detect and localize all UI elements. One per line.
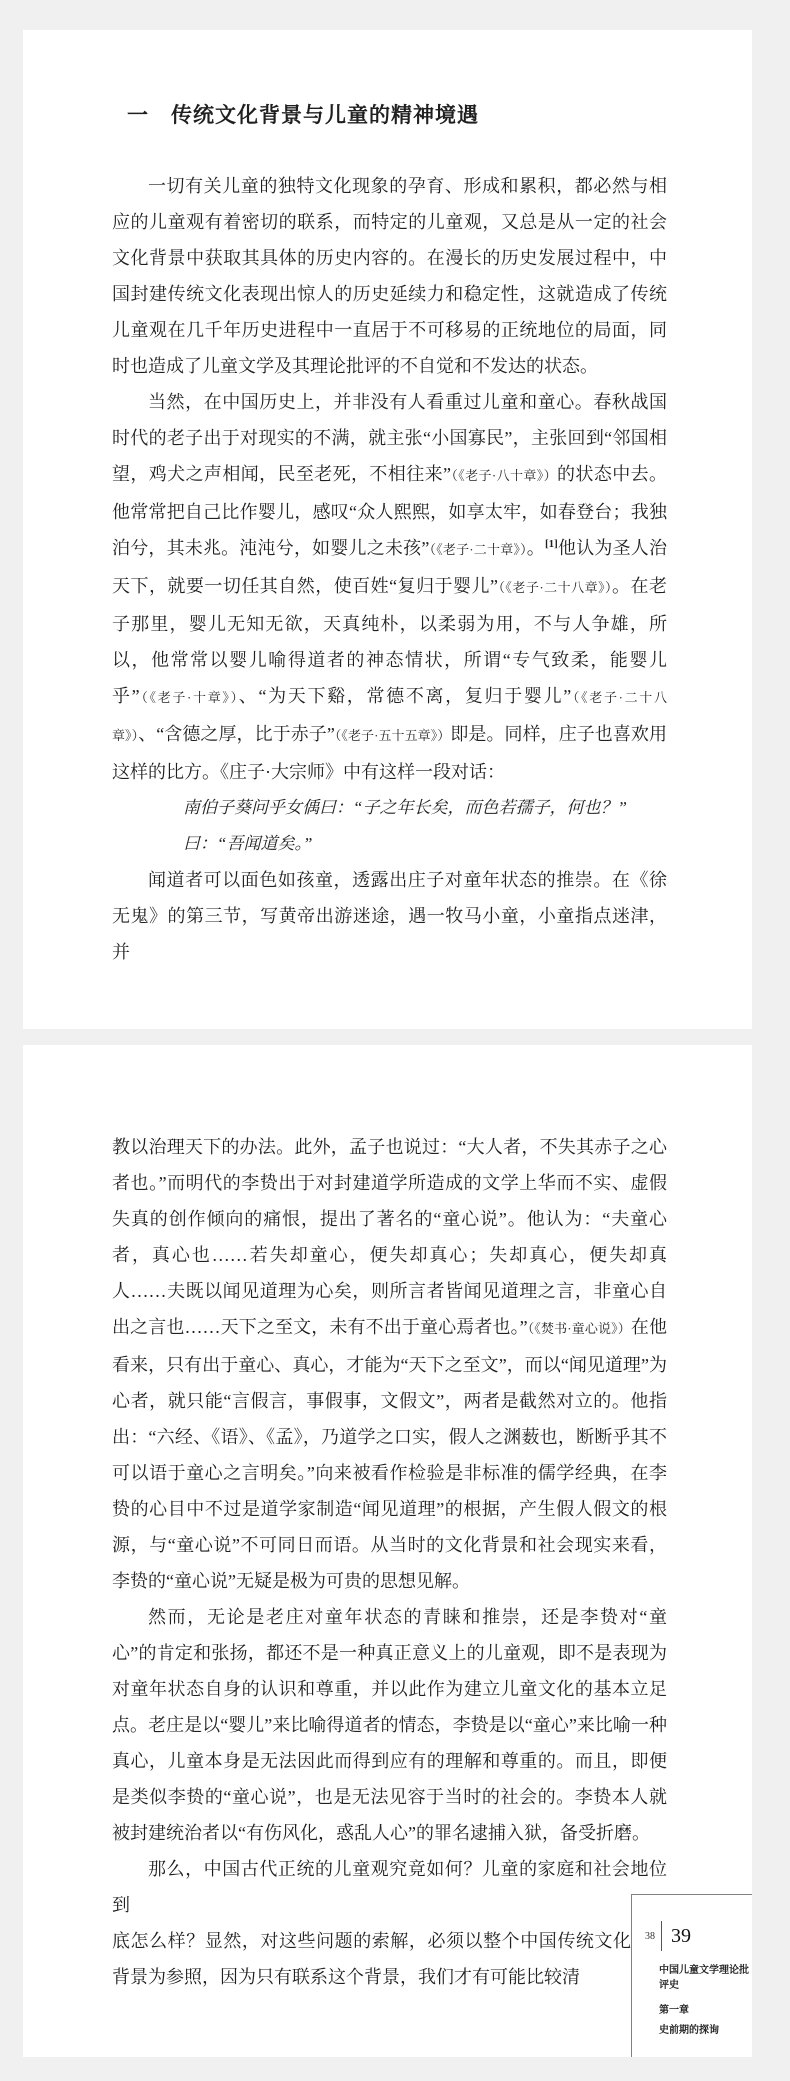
body-text: 在他看来，只有出于童心、真心，才能为“天下之至文”，而以“闻见道理”为心者，就只能“言假言，事假事，文假文”，两者是截然对立的。他指出：“六经、《语》、《孟》，乃道学之口实，假人之渊薮也，断断乎其不可以语于童心之言明矣。”向来被看作检验是非标准的儒学经典，在李贽的心目中不过是道学家制造“闻见道理”的根据，产生假人假文的根源，与“童心说”不可同日而语。从当时的文化背景和社会现实来看，李贽的“童心说”无疑是极为可贵的思想见解。 <box>112 1317 667 1591</box>
body-text: 闻道者可以面色如孩童，透露出庄子对童年状态的推崇。在《徐无鬼》的第三节，写黄帝出游迷途，遇一牧马小童，小童指点迷津，并 <box>112 870 667 962</box>
footnote-marker: [1] <box>545 538 558 550</box>
block-quote <box>183 790 667 862</box>
book-meta <box>659 1961 752 2036</box>
inline-citation: （《老子·十章》） <box>139 690 239 705</box>
left-page-number: 38 <box>645 1930 655 1942</box>
inline-citation: （《老子·二十八章》） <box>497 580 613 595</box>
inline-citation: （《老子·八十章》） <box>450 468 558 483</box>
document-viewer <box>0 30 790 2057</box>
body-text: 一切有关儿童的独特文化现象的孕育、形成和累积，都必然与相应的儿童观有着密切的联系，而特定的儿童观，又总是从一定的社会文化背景中获取其具体的历史内容的。在漫长的历史发展过程中，中国封建传统文化表现出惊人的历史延续力和稳定性，这就造成了传统儿童观在几千年历史进程中一直居于不可移易的正统地位的局面，同时也造成了儿童文学及其理论批评的不自觉和不发达的状态。 <box>112 176 667 376</box>
page2-body <box>112 1129 667 1995</box>
body-text: 的状态中去。他常常把自己比作婴儿，感叹“众人熙熙，如享太牢，如春登台；我独泊兮，其未兆。沌沌兮，如婴儿之未孩” <box>112 464 667 558</box>
inline-citation: （《老子·二十八章》） <box>112 690 667 743</box>
book-page-left <box>23 30 752 1029</box>
page-number-divider <box>661 1921 662 1951</box>
paragraph <box>112 1851 667 1923</box>
inline-citation: （《老子·五十五章》） <box>334 728 451 743</box>
body-text: 、“含德之厚，比于赤子” <box>138 724 335 744</box>
paragraph <box>112 862 667 970</box>
body-text: 当然，在中国历史上，并非没有人看重过儿童和童心。春秋战国时代的老子出于对现实的不满，就主张“小国寡民”，主张回到“邻国相望，鸡犬之声相闻，民至老死，不相往来” <box>112 392 667 484</box>
book-page-right <box>23 1045 752 2057</box>
paragraph <box>112 168 667 384</box>
page1-text-column <box>23 30 752 970</box>
inline-citation: （《老子·二十章》） <box>429 542 527 557</box>
inline-citation: （《焚书·童心说》） <box>527 1321 631 1336</box>
body-text: 。在老子那里，婴儿无知无欲，天真纯朴，以柔弱为用，不与人争雄，所以，他常常以婴儿喻得道者的神态情状，所谓“专气致柔，能婴儿乎” <box>112 576 667 706</box>
paragraph <box>112 1599 667 1851</box>
quote-line: 南伯子葵问乎女偊曰：“子之年长矣，而色若孺子，何也？” <box>183 798 627 817</box>
quote-line: 曰：“吾闻道矣。” <box>183 834 313 853</box>
paragraph <box>112 1129 667 1599</box>
book-title: 中国儿童文学理论批评史 <box>659 1965 749 1991</box>
body-text: 他认为圣人治天下，就要一切任其自然，使百姓“复归于婴儿” <box>112 538 667 596</box>
body-text: 教以治理天下的办法。此外，孟子也说过：“大人者，不失其赤子之心者也。”而明代的李贽出于对封建道学所造成的文学上华而不实、虚假失真的创作倾向的痛恨，提出了著名的“童心说”。他认为：“夫童心者，真心也……若失却童心，便失却真心；失却真心，便失却真人……夫既以闻见道理为心矣，则所言者皆闻见道理之言，非童心自出之言也……天下之至文，未有不出于童心焉者也。” <box>112 1137 667 1337</box>
paragraph <box>112 384 667 790</box>
body-text: 然而，无论是老庄对童年状态的青睐和推崇，还是李贽对“童心”的肯定和张扬，都还不是一种真正意义上的儿童观，即不是表现为对童年状态自身的认识和尊重，并以此作为建立儿童文化的基本立足点。老庄是以“婴儿”来比喻得道者的情态，李贽是以“童心”来比喻一种真心，儿童本身是无法因此而得到应有的理解和尊重的。而且，即便是类似李贽的“童心说”，也是无法见容于当时的社会的。李贽本人就被封建统治者以“有伤风化，惑乱人心”的罪名逮捕入狱，备受折磨。 <box>112 1607 667 1843</box>
page2-text-column <box>23 1045 752 1995</box>
paragraph <box>112 1923 631 1995</box>
chapter-label: 第一章 <box>659 2005 689 2016</box>
page-numbers <box>645 1921 752 1951</box>
body-text: 即是。同样，庄子也喜欢用这样的比方。《庄子·大宗师》中有这样一段对话： <box>112 724 667 782</box>
section-label: 史前期的探询 <box>659 2025 719 2036</box>
right-page-number: 39 <box>671 1924 691 1947</box>
section-heading: 一 传统文化背景与儿童的精神境遇 <box>127 103 479 127</box>
page1-body <box>112 168 667 970</box>
body-text: 。 <box>526 538 545 558</box>
body-text: 那么，中国古代正统的儿童观究竟如何？儿童的家庭和社会地位到 <box>112 1859 667 1915</box>
body-text: 底怎么样？显然，对这些问题的索解，必须以整个中国传统文化背景为参照，因为只有联系这个背景，我们才有可能比较清 <box>112 1931 631 1987</box>
body-text: 、“为天下谿，常德不离，复归于婴儿” <box>238 686 572 706</box>
page-footer-box <box>631 1894 752 2057</box>
